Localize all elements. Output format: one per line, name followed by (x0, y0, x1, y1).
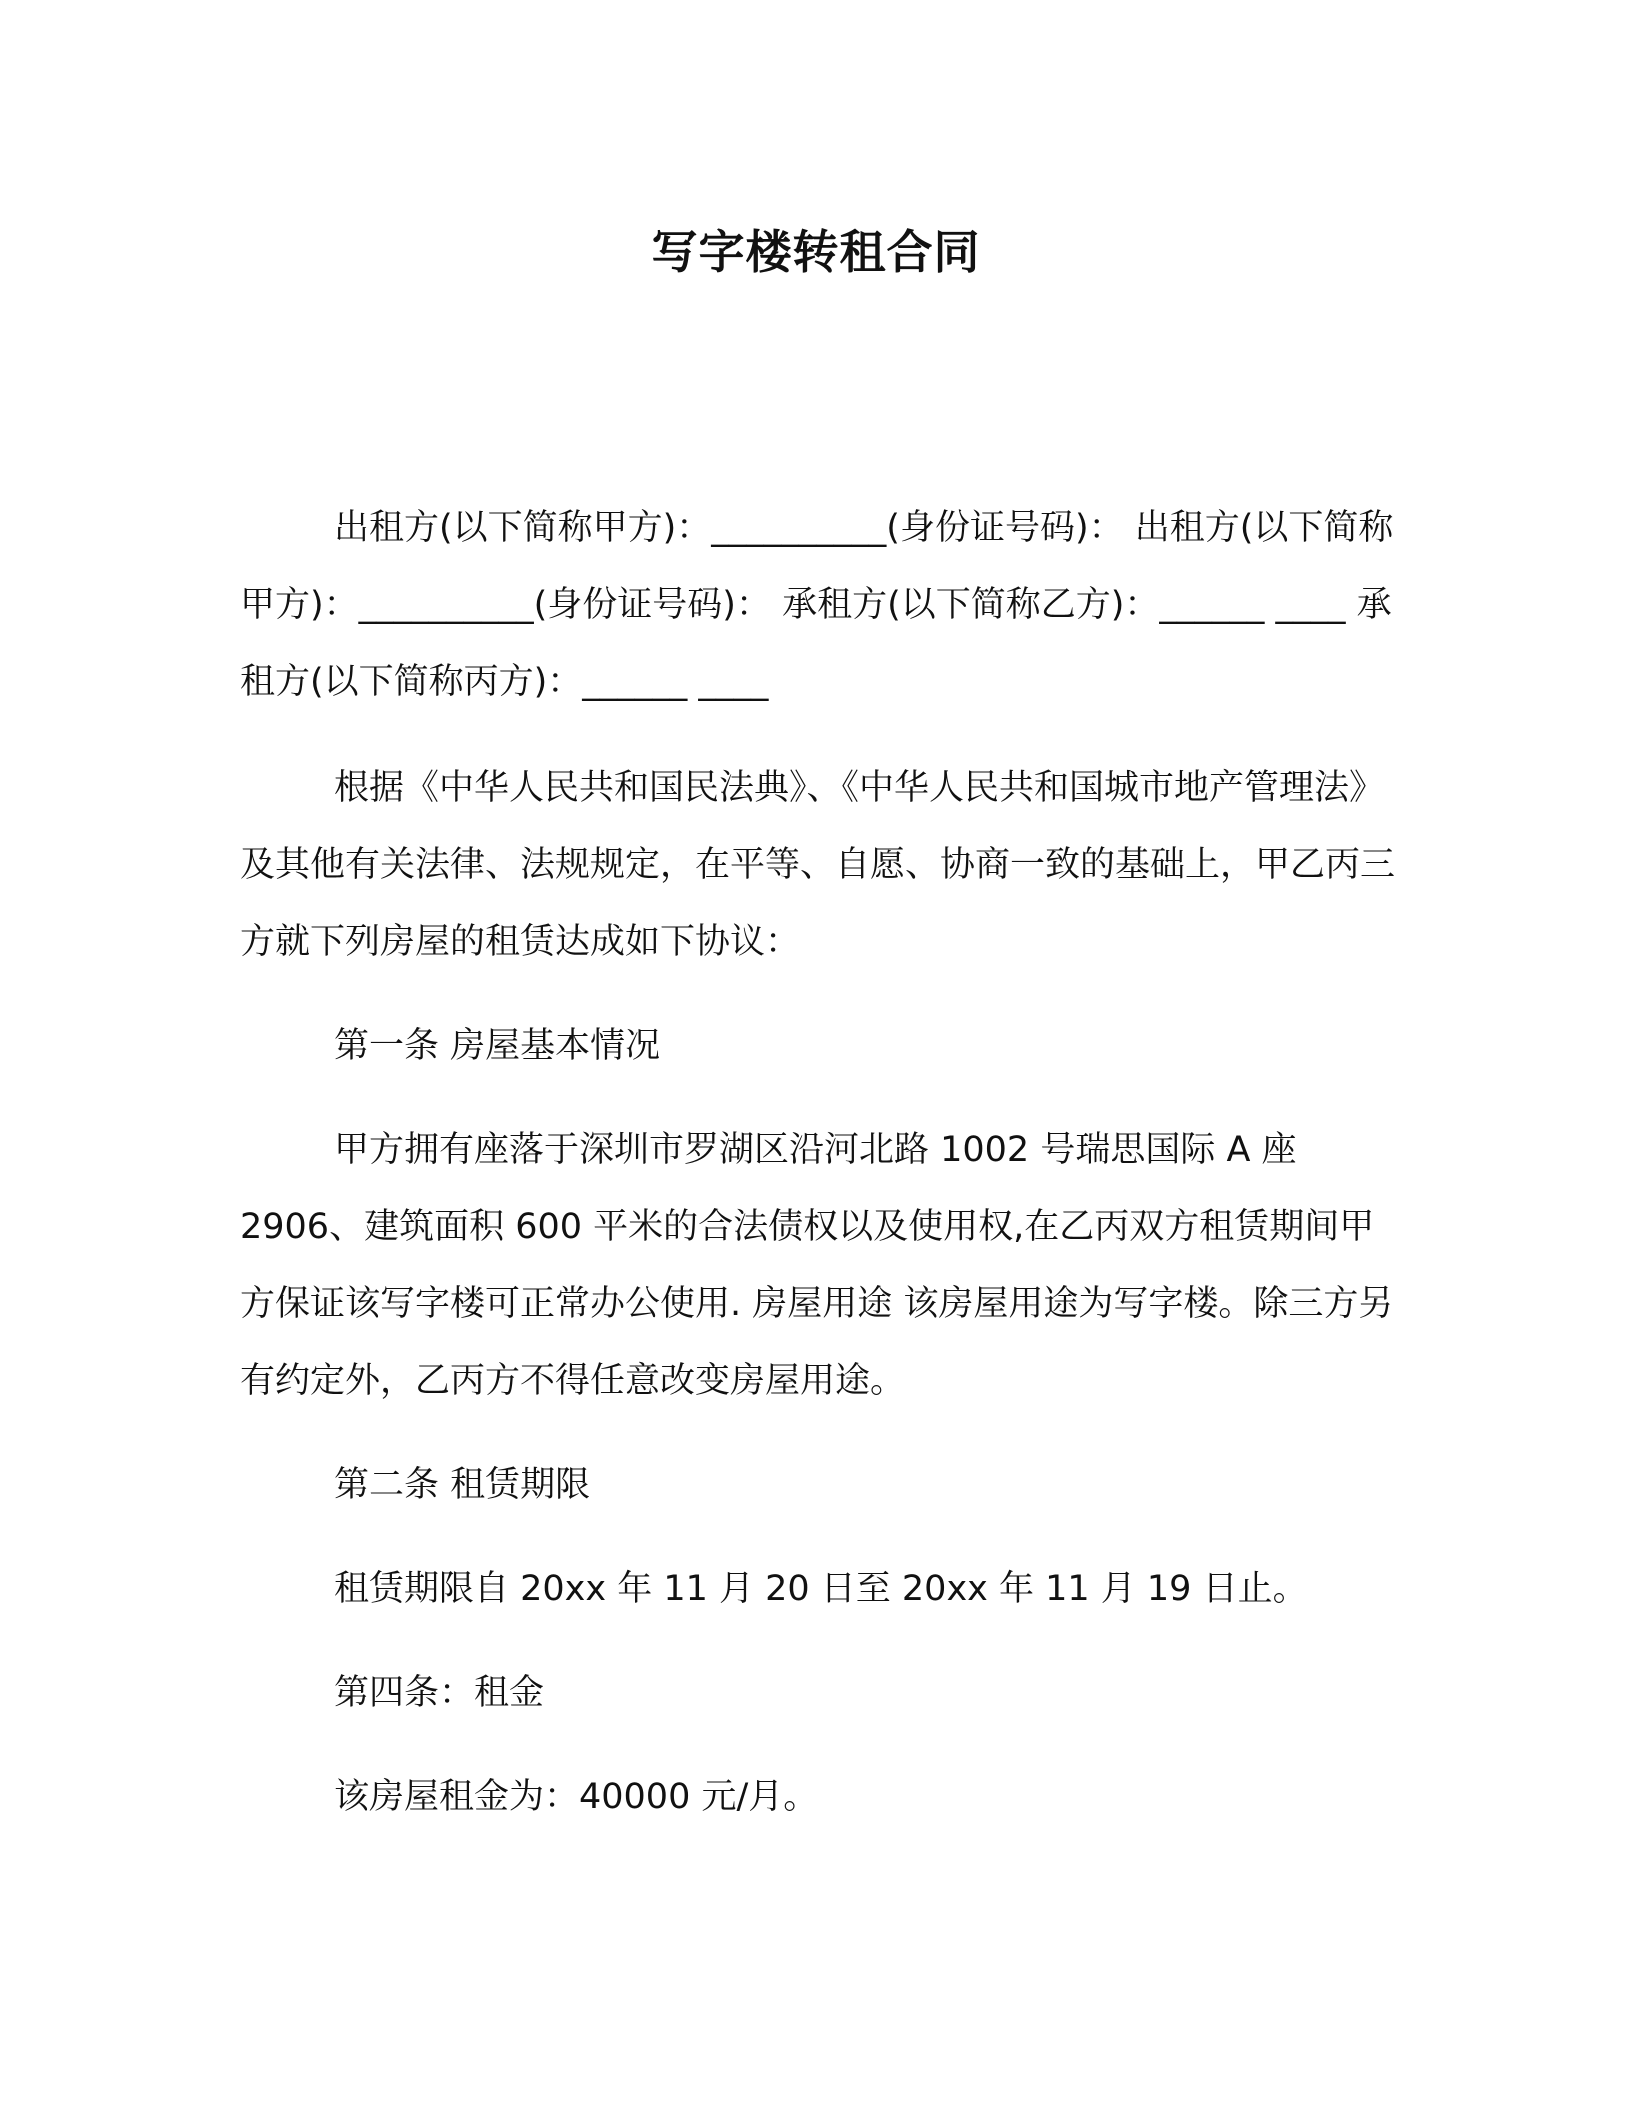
document-title: 写字楼转租合同 (651, 225, 981, 279)
article-4-body: 该房屋租金为：40000 元/月。 (334, 1777, 819, 1817)
legal-basis-paragraph: 根据《中华人民共和国民法典》、《中华人民共和国城市地产管理法》及其他有关法律、法规规定，在平等、自愿、协商一致的基础上，甲乙丙三方就下列房屋的租赁达成如下协议： (240, 768, 1396, 962)
article-2-body: 租赁期限自 20xx 年 11 月 20 日至 20xx 年 11 月 19 日止。 (334, 1569, 1308, 1609)
parties-paragraph: 出租方(以下简称甲方)：__________(身份证号码)： 出租方(以下简称甲方)：__________(身份证号码)： 承租方(以下简称乙方)：______ ____ 承租方(以下简称丙方)：______ ____ (240, 508, 1394, 702)
article-1-heading: 第一条 房屋基本情况 (334, 1026, 661, 1066)
article-2-heading: 第二条 租赁期限 (334, 1465, 591, 1505)
article-4-heading: 第四条：租金 (334, 1673, 545, 1713)
document-body (240, 490, 1400, 1836)
article-1-body: 甲方拥有座落于深圳市罗湖区沿河北路 1002 号瑞思国际 A 座 2906、建筑面积 600 平米的合法债权以及使用权,在乙丙双方租赁期间甲方保证该写字楼可正常办公使用. 房屋用途 该房屋用途为写字楼。除三方另有约定外，乙丙方不得任意改变房屋用途。 (240, 1130, 1394, 1401)
